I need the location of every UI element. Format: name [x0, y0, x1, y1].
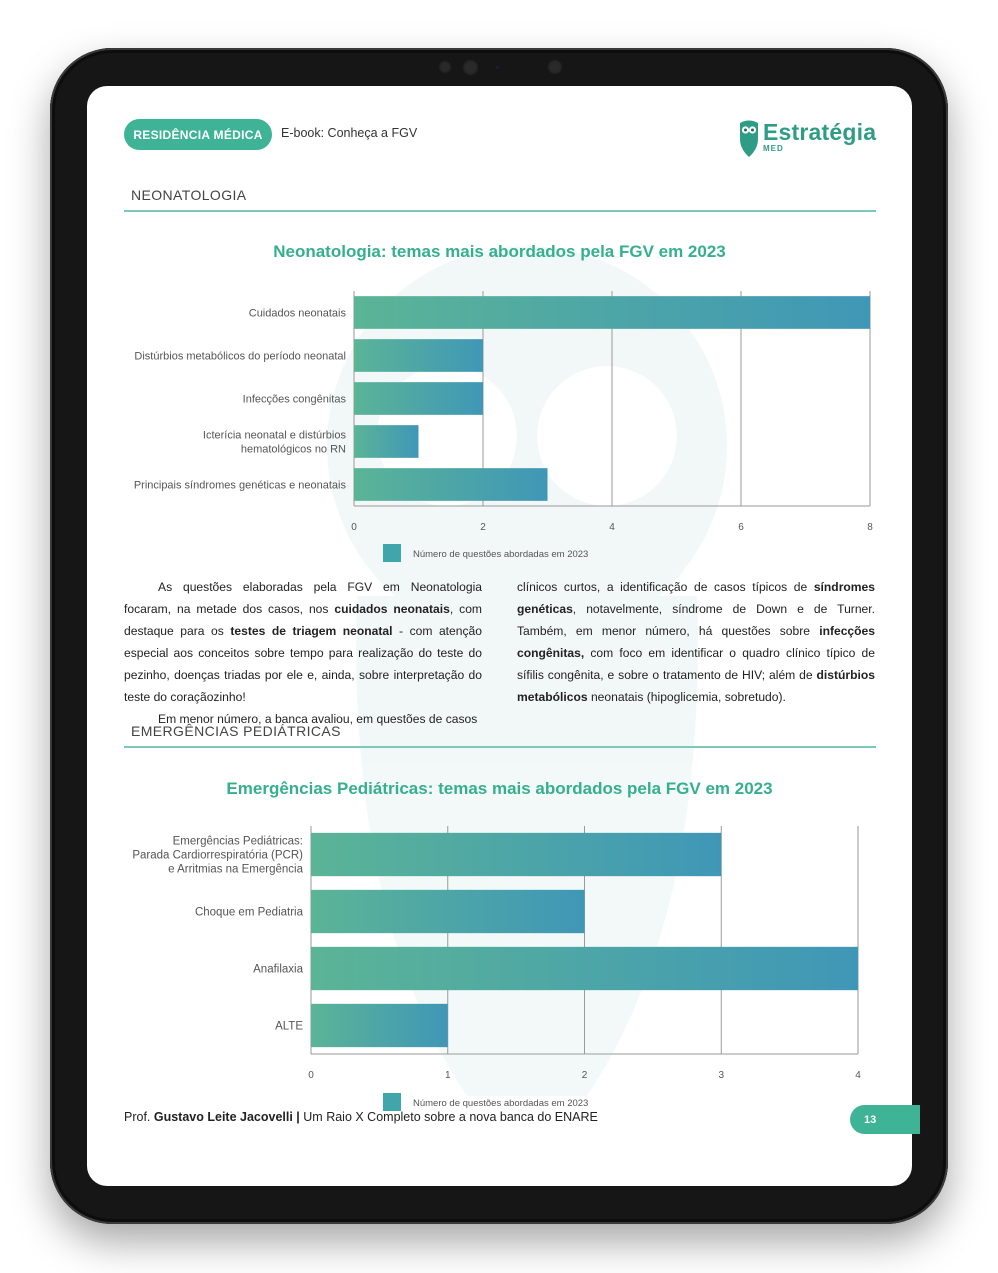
paragraph-left-1	[124, 576, 482, 708]
bar	[311, 833, 721, 876]
bar	[311, 890, 585, 933]
paragraph-text: clínicos curtos, a identificação de casos típicos de	[517, 580, 814, 594]
x-tick-label: 2	[581, 1070, 588, 1081]
bar	[354, 339, 483, 372]
legend-label: Número de questões abordadas em 2023	[413, 549, 589, 560]
legend-swatch	[383, 544, 401, 562]
x-tick-label: 0	[308, 1070, 314, 1081]
x-tick-label: 4	[855, 1070, 861, 1081]
category-label: Emergências Pediátricas:	[172, 835, 303, 848]
category-label: Icterícia neonatal e distúrbios	[202, 429, 346, 442]
front-camera-icon	[547, 59, 563, 75]
legend-swatch	[383, 1093, 401, 1111]
x-tick-label: 8	[867, 522, 873, 533]
chart1-title: Neonatologia: temas mais abordados pela FGV em 2023	[273, 242, 726, 261]
category-label: hematológicos no RN	[240, 443, 346, 456]
paragraph-text: neonatais (hipoglicemia, sobretudo).	[587, 690, 786, 704]
paragraph-text: , com destaque para os	[124, 602, 482, 638]
footer-author: Gustavo Leite Jacovelli	[153, 1110, 293, 1124]
legend-label: Número de questões abordadas em 2023	[413, 1098, 589, 1109]
section-heading-neonatologia: NEONATOLOGIA	[131, 187, 247, 203]
category-label: Infecções congênitas	[242, 393, 346, 406]
category-label: e Arritmias na Emergência	[168, 863, 303, 876]
emphasis-text: cuidados neonatais	[334, 602, 450, 616]
emphasis-text: síndromes genéticas	[517, 580, 875, 616]
bar	[311, 1004, 448, 1047]
emphasis-text: distúrbios metabólicos	[517, 668, 875, 704]
category-label: Principais síndromes genéticas e neonatais	[133, 479, 346, 492]
footer-credit	[124, 1110, 598, 1124]
paragraph-text: com foco em identificar o quadro clínico típico de sífilis congênita, e sobre o tratamento de HIV; além de	[517, 646, 875, 682]
chart-neonatologia	[87, 281, 912, 561]
residencia-badge: RESIDÊNCIA MÉDICA	[124, 119, 272, 150]
camera-icon	[462, 59, 479, 76]
paragraph-text: - com atenção especial aos conceitos sobre tempo para realização do teste do pezinho, doenças triadas por ele e, ainda, sobre interpretação do teste do coraçãozinho!	[124, 624, 482, 704]
paragraph-text: Em menor número, a banca avaliou, em questões de casos	[158, 712, 478, 726]
x-tick-label: 6	[738, 522, 744, 533]
category-label: Parada Cardiorrespiratória (PCR)	[132, 849, 303, 862]
x-tick-label: 4	[609, 522, 615, 533]
category-label: Distúrbios metabólicos do período neonatal	[134, 350, 346, 363]
paragraph-text: , notavelmente, síndrome de Down e de Turner. Também, em menor número, há questões sobre	[517, 602, 875, 638]
footer-prefix: Prof.	[124, 1110, 154, 1124]
logo-wordmark: Estratégia	[763, 119, 877, 145]
body-right-column	[517, 576, 875, 708]
category-label: Choque em Pediatria	[194, 906, 303, 919]
ebook-title: E-book: Conheça a FGV	[281, 126, 418, 140]
bar	[354, 296, 870, 329]
estrategia-logo	[737, 119, 877, 159]
emphasis-text: testes de triagem neonatal	[230, 624, 393, 638]
paragraph-text: As questões elaboradas pela FGV em Neonatologia focaram, na metade dos casos, nos	[124, 580, 482, 616]
category-label: Cuidados neonatais	[248, 307, 346, 320]
sensor-icon	[438, 60, 452, 74]
bar	[311, 947, 858, 990]
sensor-dot-icon	[495, 65, 500, 70]
section-heading-emergencias: EMERGÊNCIAS PEDIÁTRICAS	[131, 723, 341, 739]
ebook-page	[87, 86, 912, 1186]
section-divider	[124, 746, 876, 748]
body-left-column	[124, 576, 482, 730]
section-divider	[124, 210, 876, 212]
page-number: 13	[850, 1105, 920, 1134]
x-tick-label: 3	[718, 1070, 725, 1081]
bar	[354, 468, 548, 501]
bar	[354, 425, 419, 458]
logo-sub: MED	[763, 144, 784, 153]
chart2-title: Emergências Pediátricas: temas mais abordados pela FGV em 2023	[226, 779, 773, 798]
owl-logo-icon	[737, 119, 761, 159]
emphasis-text: infecções congênitas,	[517, 624, 875, 660]
footer-subtitle: Um Raio X Completo sobre a nova banca do ENARE	[303, 1110, 598, 1124]
category-label: Anafilaxia	[253, 963, 303, 976]
chart-emergencias	[87, 811, 912, 1109]
footer-separator: |	[292, 1110, 304, 1124]
x-tick-label: 0	[351, 522, 357, 533]
bar	[354, 382, 483, 415]
paragraph-right-1	[517, 576, 875, 708]
x-tick-label: 2	[480, 522, 486, 533]
category-label: ALTE	[275, 1020, 303, 1033]
x-tick-label: 1	[444, 1070, 451, 1081]
